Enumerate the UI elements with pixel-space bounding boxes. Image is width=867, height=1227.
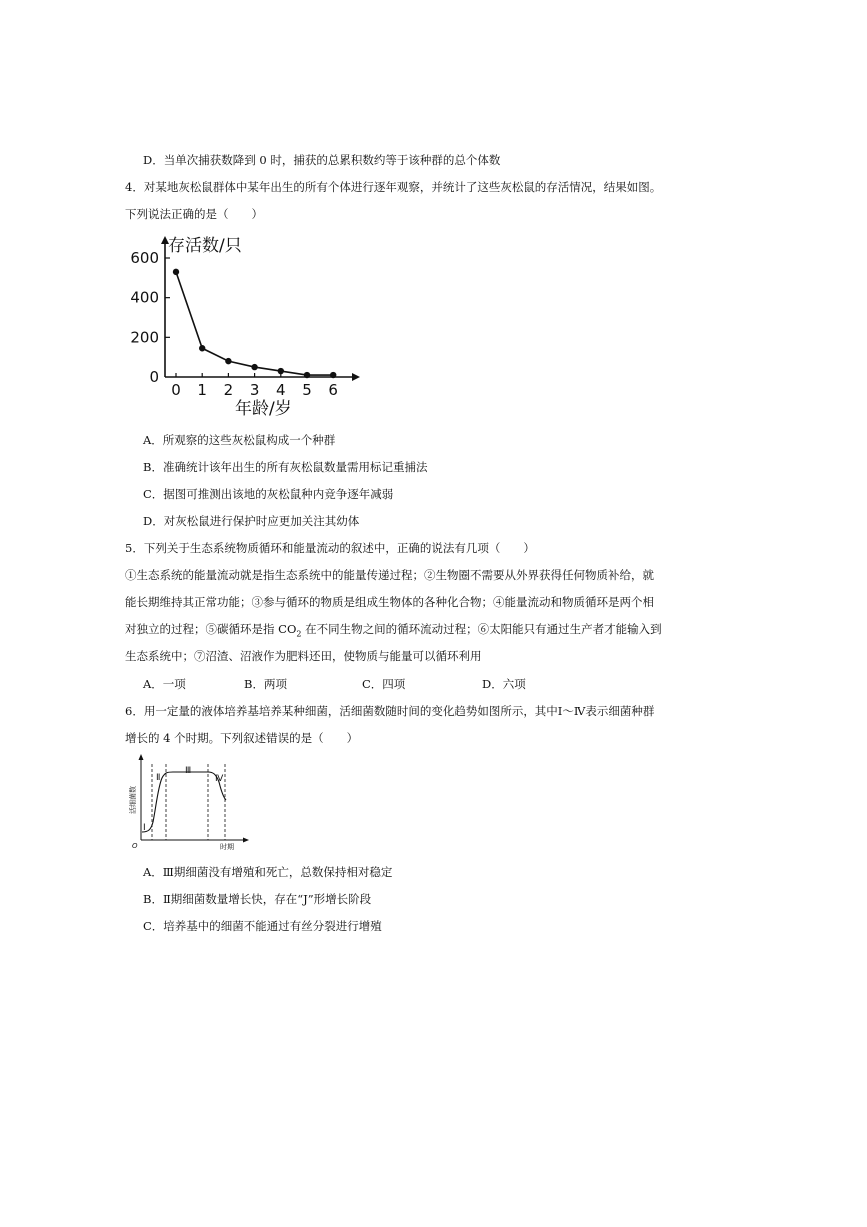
q6-option-c: C．培养基中的细菌不能通过有丝分裂进行增殖 — [143, 919, 382, 933]
x-tick-label: 5 — [302, 381, 312, 399]
q5-body-line4: 生态系统中；⑦沼渣、沼液作为肥料还田，使物质与能量可以循环利用 — [125, 649, 482, 663]
q5-body-line3-post: 在不同生物之间的循环流动过程；⑥太阳能只有通过生产者才能输入到 — [301, 622, 662, 636]
x-tick-label: 1 — [197, 381, 207, 399]
q5-body-line3 — [125, 621, 662, 642]
y-tick-label: 400 — [130, 288, 159, 307]
x-axis-arrow — [352, 373, 360, 381]
q5-option-b: B．两项 — [244, 677, 287, 691]
phase-label-4: Ⅳ — [215, 774, 224, 784]
survival-chart — [125, 228, 375, 423]
data-point — [278, 368, 284, 374]
q5-option-a: A．一项 — [143, 677, 186, 691]
x-tick-label: 6 — [328, 381, 338, 399]
q5-stem: 5．下列关于生态系统物质循环和能量流动的叙述中，正确的说法有几项（ ） — [125, 541, 535, 555]
q4-option-b: B．准确统计该年出生的所有灰松鼠数量需用标记重捕法 — [143, 460, 428, 474]
phase-label-3: Ⅲ — [185, 766, 192, 776]
q6-stem-line2: 增长的 4 个时期。下列叙述错误的是（ ） — [125, 731, 359, 745]
x-tick-label: 0 — [171, 381, 181, 399]
y-axis-arrow — [139, 754, 144, 760]
data-point — [304, 372, 310, 378]
y-axis-label: 存活数/只 — [168, 236, 242, 256]
data-point — [173, 269, 179, 275]
q5-option-c: C．四项 — [362, 677, 406, 691]
bacteria-growth-figure — [128, 752, 253, 852]
survival-series-line — [176, 272, 333, 375]
figure-origin: O — [132, 842, 138, 850]
phase-label-1: Ⅰ — [143, 823, 146, 833]
data-point — [330, 372, 336, 378]
q4-option-a: A．所观察的这些灰松鼠构成一个种群 — [143, 433, 336, 447]
y-tick-label: 200 — [130, 328, 159, 347]
q4-option-c: C．据图可推测出该地的灰松鼠种内竞争逐年减弱 — [143, 487, 394, 501]
q4-stem-line2: 下列说法正确的是（ ） — [125, 207, 263, 221]
x-tick-label: 2 — [223, 381, 234, 399]
q4-stem-line1: 4．对某地灰松鼠群体中某年出生的所有个体进行逐年观察，并统计了这些灰松鼠的存活情况，结果如图。 — [125, 180, 662, 194]
q5-body-line3-pre: 对独立的过程；⑤碳循环是指 CO — [125, 622, 297, 636]
x-tick-label: 3 — [249, 381, 260, 399]
data-point — [225, 358, 231, 364]
q5-option-d: D．六项 — [482, 677, 526, 691]
q5-body-line1: ①生态系统的能量流动就是指生态系统中的能量传递过程；②生物圈不需要从外界获得任何物质补给，就 — [125, 568, 654, 582]
y-tick-label: 0 — [149, 368, 159, 386]
data-point — [199, 345, 205, 351]
phase-label-2: Ⅱ — [156, 773, 161, 783]
data-point — [251, 364, 257, 370]
q6-option-b: B．Ⅱ期细菌数量增长快，存在“J”形增长阶段 — [143, 892, 372, 906]
growth-curve — [142, 772, 226, 832]
q3-option-d: D．当单次捕获数降到 0 时，捕获的总累积数约等于该种群的总个体数 — [143, 153, 501, 167]
q6-stem-line1: 6．用一定量的液体培养基培养某种细菌，活细菌数随时间的变化趋势如图所示，其中Ⅰ～Ⅳ表示细菌种群 — [125, 704, 655, 718]
y-tick-label: 600 — [130, 249, 159, 267]
q5-body-line2: 能长期维持其正常功能；③参与循环的物质是组成生物体的各种化合物；④能量流动和物质循环是两个相 — [125, 595, 654, 609]
q6-option-a: A．Ⅲ期细菌没有增殖和死亡，总数保持相对稳定 — [143, 865, 393, 879]
x-axis-label: 年龄/岁 — [235, 399, 292, 419]
x-axis-arrow — [243, 838, 249, 843]
q4-option-d: D．对灰松鼠进行保护时应更加关注其幼体 — [143, 514, 360, 528]
figure-xlabel: 时期 — [220, 843, 234, 851]
co2-subscript: 2 — [296, 629, 302, 639]
x-tick-label: 4 — [276, 381, 286, 399]
figure-ylabel: 活细菌数 — [129, 786, 137, 814]
q5-options — [143, 676, 703, 692]
